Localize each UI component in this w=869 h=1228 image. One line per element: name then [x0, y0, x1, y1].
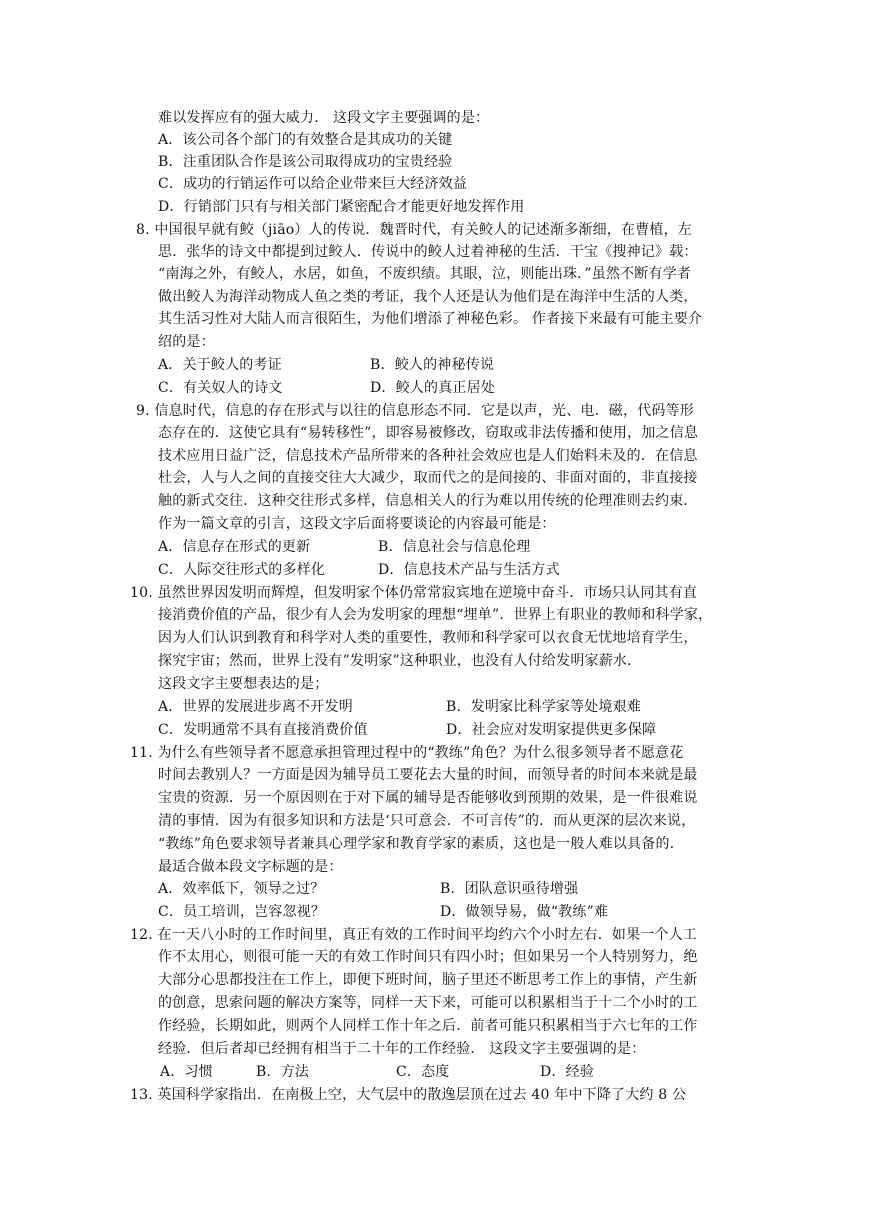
q9-option-d: D．信息技术产品与生活方式 — [378, 562, 560, 578]
q10-option-a: A．世界的发展进步离不开发明 — [158, 699, 353, 715]
q11-line-3: 宝贵的资源．另一个原因则在于对下属的辅导是否能够收到预期的效果，是一件很难说 — [158, 790, 698, 806]
q8-option-b: B．鲛人的神秘传说 — [370, 357, 495, 373]
q9-line-3: 技术应用日益广泛，信息技术产品所带来的各种社会效应也是人们始料未及的．在信息 — [158, 448, 698, 464]
q12-option-c: C．态度 — [396, 1064, 450, 1080]
q11-line-4: 清的事情．因为有很多知识和方法是‘只可意会．不可言传”的．而从更深的层次来说， — [158, 813, 696, 829]
q9-line-5: 触的新式交往．这种交往形式多样，信息相关人的行为难以用传统的伦理准则去约束． — [158, 493, 698, 509]
q7-option-c: C．成功的行销运作可以给企业带来巨大经济效益 — [158, 176, 468, 192]
q9-option-b: B．信息社会与信息伦理 — [378, 539, 531, 555]
q10-option-d: D．社会应对发明家提供更多保障 — [446, 722, 657, 738]
q12-line-1: 12. 在一天八小时的工作时间里，真正有效的工作时间平均约六个小时左右．如果一个人工 — [130, 927, 698, 943]
q12-line-4: 的创意，思索问题的解决方案等，同样一天下来，可能可以积累相当于十二个小时的工 — [158, 995, 698, 1011]
q10-option-b: B．发明家比科学家等处境艰难 — [446, 699, 642, 715]
q9-line-6: 作为一篇文章的引言，这段文字后面将要谈论的内容最可能是： — [158, 516, 556, 532]
q12-option-d: D．经验 — [540, 1064, 595, 1080]
q8-line-2: 思．张华的诗文中都提到过鲛人．传说中的鲛人过着神秘的生活．干宝《搜神记》载： — [158, 244, 698, 260]
q12-option-a: A．习惯 — [160, 1064, 213, 1080]
q7-tail: 难以发挥应有的强大威力． 这段文字主要强调的是： — [158, 110, 490, 126]
q11-option-c: C．员工培训，岂容忽视？ — [158, 904, 326, 920]
q8-option-d: D．鲛人的真正居处 — [370, 380, 496, 396]
q12-line-6: 经验．但后者却已经拥有相当于二十年的工作经验． 这段文字主要强调的是： — [158, 1041, 646, 1057]
q11-line-2: 时间去教别人？一方面是因为辅导员工要花去大量的时间，而领导者的时间本来就是最 — [158, 767, 698, 783]
q8-line-4: 做出鲛人为海洋动物成人鱼之类的考证，我个人还是认为他们是在海洋中生活的人类， — [158, 289, 698, 305]
q11-option-d: D．做领导易，做“教练”难 — [440, 904, 609, 920]
q11-option-a: A．效率低下，领导之过？ — [158, 881, 325, 897]
q10-line-2: 接消费价值的产品，很少有人会为发明家的理想“埋单”．世界上有职业的教师和科学家， — [158, 607, 713, 623]
q12-option-b: B．方法 — [256, 1064, 310, 1080]
q10-line-3: 因为人们认识到教育和科学对人类的重要性，教师和科学家可以衣食无忧地培育学生， — [158, 630, 698, 646]
q8-option-c: C．有关奴人的诗文 — [158, 380, 283, 396]
q10-line-1: 10. 虽然世界因发明而辉煌，但发明家个体仍常常寂宾地在逆境中奋斗．市场只认同其有直 — [130, 585, 698, 601]
q9-line-4: 杜会，人与人之间的直接交往大大减少，取而代之的是间接的、非面对面的，非直接接 — [158, 470, 698, 486]
q9-option-c: C．人际交往形式的多样化 — [158, 562, 326, 578]
q10-line-5: 这段文字主要想表达的是； — [158, 676, 329, 692]
q11-option-b: B．团队意识亟待增强 — [440, 881, 579, 897]
q8-line-3: “南海之外，有鲛人，水居，如鱼，不废织绩。其眼，泣，则能出珠．”虽然不断有学者 — [158, 266, 692, 282]
q10-option-c: C．发明通常不具有直接消费价值 — [158, 722, 368, 738]
q11-line-5: “教练”角色要求领导者兼具心理学家和教育学家的素质，这也是一般人难以具备的． — [158, 836, 684, 852]
q8-line-5: 其生活习性对大陆人而言很陌生，为他们增添了神秘色彩。 作者接下来最有可能主要介 — [158, 311, 703, 327]
q9-line-2: 态存在的．这使它具有“易转移性”，即容易被修改，窃取或非法传播和使用，加之信息 — [158, 425, 699, 441]
q7-option-d: D．行销部门只有与相关部门紧密配合才能更好地发挥作用 — [158, 199, 525, 215]
q10-line-4: 探究宇宙；然而，世界上没有”发明家”这种职业，也没有人付给发明家薪水． — [158, 653, 642, 669]
q12-line-3: 大部分心思都投注在工作上，即便下班时间，脑子里还不断思考工作上的事情，产生新 — [158, 972, 698, 988]
q8-line-1: 8. 中国很早就有鲛（jiāo）人的传说．魏晋时代，有关鲛人的记述渐多渐细，在曹植，左 — [136, 222, 692, 238]
q13-line-1: 13. 英国科学家指出．在南极上空，大气层中的散逸层顶在过去 40 年中下降了大约 8 公 — [130, 1087, 687, 1103]
q9-line-1: 9. 信息时代，信息的存在形式与以往的信息形态不同．它是以声，光、电．磁，代码等形 — [136, 403, 695, 419]
q7-option-b: B．注重团队合作是该公司取得成功的宝贵经验 — [158, 154, 453, 170]
q8-option-a: A．关于鲛人的考证 — [158, 357, 282, 373]
q8-line-6: 绍的是： — [158, 334, 215, 350]
q11-line-1: 11. 为什么有些领导者不愿意承担管理过程中的“教练”角色？为什么很多领导者不愿意花 — [130, 745, 684, 761]
q9-option-a: A．信息存在形式的更新 — [158, 539, 311, 555]
q7-option-a: A．该公司各个部门的有效整合是其成功的关键 — [158, 132, 453, 148]
q12-line-5: 作经验，长期如此，则两个人同样工作十年之后．前者可能只积累相当于六七年的工作 — [158, 1018, 698, 1034]
q12-line-2: 作不太用心，则很可能一天的有效工作时间只有四小时；但如果另一个人特别努力，绝 — [158, 949, 698, 965]
q11-line-6: 最适合做本段文字标题的是： — [158, 859, 343, 875]
